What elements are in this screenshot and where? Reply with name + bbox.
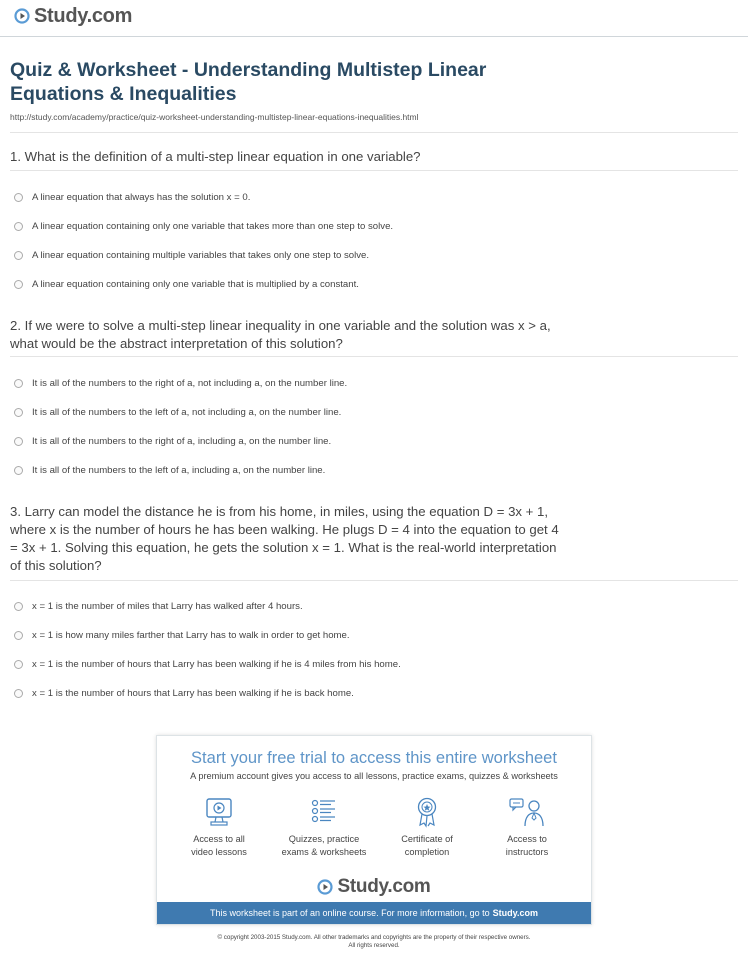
answer-option[interactable]: It is all of the numbers to the left of a, not including a, on the number line.: [14, 405, 341, 419]
feature-instructors: Access to instructors: [477, 796, 577, 859]
radio-button[interactable]: [14, 689, 23, 698]
free-trial-promo: [156, 735, 592, 925]
radio-button[interactable]: [14, 379, 23, 388]
question-divider: [10, 356, 738, 357]
question-3: 3. Larry can model the distance he is from his home, in miles, using the equation D = 3x + 1, where x is the number of hours he has been walking. He plugs D = 4 into the equation to get 4 = 3x + 1. Solving this equation, he gets the solution x = 1. What is the real-world interpretation of this solution?: [10, 504, 559, 573]
answer-option[interactable]: It is all of the numbers to the right of a, including a, on the number line.: [14, 434, 331, 448]
radio-button[interactable]: [14, 193, 23, 202]
radio-button[interactable]: [14, 251, 23, 260]
page-title: Quiz & Worksheet - Understanding Multistep Linear Equations & Inequalities: [10, 59, 487, 105]
feature-certificate: Certificate of completion: [377, 796, 477, 859]
brand-name: Study.com: [34, 4, 133, 27]
radio-button[interactable]: [14, 222, 23, 231]
certificate-icon: [410, 796, 444, 828]
promo-study-logo[interactable]: Study.com: [157, 876, 591, 898]
play-circle-icon: [14, 8, 30, 24]
answer-option[interactable]: It is all of the numbers to the left of a, including a, on the number line.: [14, 463, 325, 477]
header-divider: [0, 36, 748, 37]
question-divider: [10, 580, 738, 581]
radio-button[interactable]: [14, 280, 23, 289]
question-divider: [10, 170, 738, 171]
answer-option[interactable]: x = 1 is how many miles farther that Larry has to walk in order to get home.: [14, 628, 350, 642]
question-1: 1. What is the definition of a multi-step linear equation in one variable?: [10, 149, 421, 164]
radio-button[interactable]: [14, 408, 23, 417]
answer-option[interactable]: x = 1 is the number of hours that Larry has been walking if he is back home.: [14, 686, 354, 700]
quiz-list-icon: [307, 796, 341, 828]
copyright: © copyright 2003-2015 Study.com. All other trademarks and copyrights are the property of their respective owners. All rights reserved.: [217, 934, 531, 949]
feature-video-lessons: Access to all video lessons: [169, 796, 269, 859]
answer-option[interactable]: x = 1 is the number of miles that Larry has walked after 4 hours.: [14, 599, 303, 613]
instructor-icon: [507, 796, 547, 828]
radio-button[interactable]: [14, 631, 23, 640]
video-lesson-icon: [202, 796, 236, 828]
answer-option[interactable]: A linear equation containing multiple variables that takes only one step to solve.: [14, 248, 369, 262]
answer-option[interactable]: A linear equation containing only one variable that takes more than one step to solve.: [14, 219, 393, 233]
promo-heading[interactable]: Start your free trial to access this entire worksheet: [191, 749, 557, 767]
radio-button[interactable]: [14, 660, 23, 669]
feature-quizzes: Quizzes, practice exams & worksheets: [274, 796, 374, 859]
radio-button[interactable]: [14, 466, 23, 475]
answer-option[interactable]: A linear equation containing only one variable that is multiplied by a constant.: [14, 277, 359, 291]
study-logo[interactable]: [14, 5, 132, 27]
answer-option[interactable]: x = 1 is the number of hours that Larry has been walking if he is 4 miles from his home.: [14, 657, 401, 671]
promo-footer-bar: This worksheet is part of an online course. For more information, go to Study.com: [157, 902, 591, 924]
radio-button[interactable]: [14, 437, 23, 446]
play-circle-icon: [317, 879, 333, 895]
radio-button[interactable]: [14, 602, 23, 611]
source-url: http://study.com/academy/practice/quiz-worksheet-understanding-multistep-linear-equations-inequalities.html: [10, 112, 419, 122]
study-link[interactable]: Study.com: [492, 908, 538, 918]
title-divider: [10, 132, 738, 133]
promo-subheading: A premium account gives you access to all lessons, practice exams, quizzes & worksheets: [190, 771, 558, 781]
question-2: 2. If we were to solve a multi-step linear inequality in one variable and the solution was x > a, what would be the abstract interpretation of this solution?: [10, 318, 551, 351]
answer-option[interactable]: It is all of the numbers to the right of a, not including a, on the number line.: [14, 376, 347, 390]
answer-option[interactable]: A linear equation that always has the solution x = 0.: [14, 190, 250, 204]
